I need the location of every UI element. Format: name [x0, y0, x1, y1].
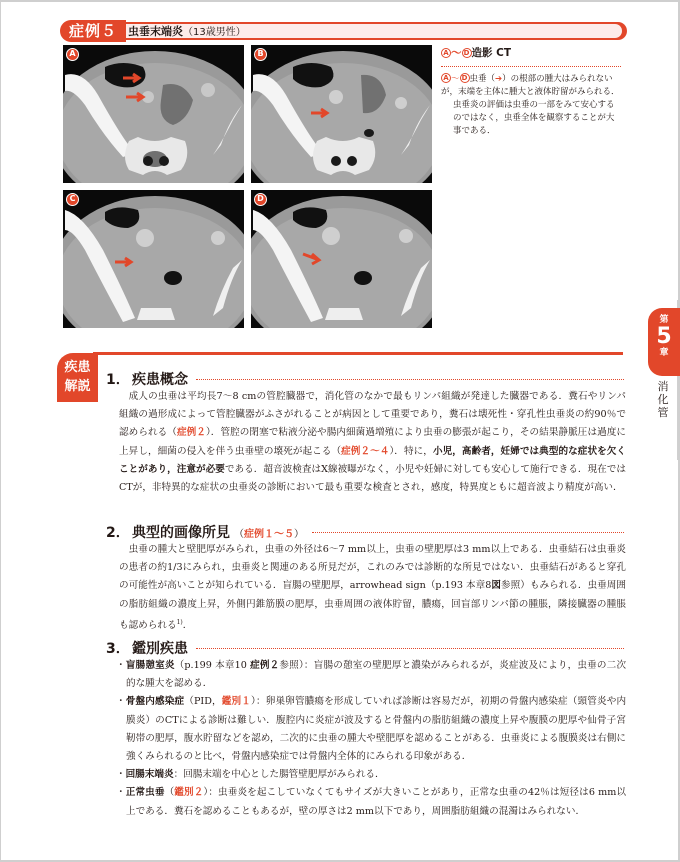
item-text: ）：卵巣卵管膿瘍を形成していれば診断は容易だが，初期の骨盤内感染症（頸管炎や内膜炎）のCTによる診断は難しい．腹腔内に炎症が波及すると骨盤内の脂肪組織の濃度上昇や腹膜の肥厚や仙骨子宮靭帯の肥厚，腹水貯留などを認め，二次的に虫垂の腫大や壁肥厚を認めることがある．虫垂炎による腹膜炎は右側に強くみられるのと比べ，骨盤内感染症では骨盤内全体的にみられる印象がある． — [126, 696, 627, 763]
item-term: 盲腸憩室炎 — [125, 660, 175, 671]
ct-scan-graphic — [251, 190, 432, 328]
item-term: 骨盤内感染症 — [125, 696, 185, 708]
case-title-text: 虫垂末端炎 — [128, 25, 183, 38]
ct-image-d — [251, 190, 432, 328]
list-item: ・盲腸憩室炎（p.199 本章10 症例２参照）：盲腸の憩室の壁肥厚と濃染がみられるが，炎症波及により，虫垂の二次的な腫大を認める． — [116, 660, 627, 690]
heading-dotted-rule — [196, 379, 624, 380]
heading-number: 3． — [106, 641, 130, 657]
circled-label: A — [441, 48, 451, 58]
item-text: ）：虫垂炎を起こしていなくてもサイズが大きいことがあり，正常な虫垂の42％は短径は6 mm以上である．糞石を認めることもあるが，壁の厚さは2 mm以下であり，周囲脂肪組織の混濁はみられない． — [126, 787, 627, 817]
case-header — [60, 20, 624, 42]
section-2-paragraph — [119, 541, 626, 635]
chapter-name: 消化管 — [657, 380, 669, 419]
commentary-badge — [57, 353, 98, 402]
caption-text: ）の根部の腫大はみられないが，末端を主体に腫大と液体貯留がみられる． — [441, 74, 620, 97]
list-item: ・回腸末端炎：回腸末端を中心とした腸管壁肥厚がみられる． — [116, 769, 385, 781]
badge-line: 疾患 — [64, 360, 91, 375]
item-term: 正常虫垂 — [125, 787, 165, 799]
section-heading-3 — [106, 640, 624, 658]
list-item: ・骨盤内感染症（PID，鑑別１）：卵巣卵管膿瘍を形成していれば診断は容易だが，初期の骨盤内感染症（頸管炎や内膜炎）のCTによる診断は難しい．腹腔内に炎症が波及すると骨盤内の脂肪組織の濃度上昇や腹膜の肥厚や仙骨子宮靭帯の肥厚，腹水貯留などを認め，二次的に虫垂の腫大や壁肥厚を認めることがある．虫垂炎による腹膜炎は右側に強くみられるのと比べ，骨盤内感染症では骨盤内全体的にみられる印象がある． — [116, 696, 627, 763]
differential-reference-link[interactable]: 鑑別１ — [221, 696, 252, 708]
differential-reference-link[interactable]: 鑑別２ — [174, 787, 204, 799]
case-reference-link[interactable]: 症例２ — [176, 427, 206, 439]
case-title-bar — [122, 22, 624, 40]
case-reference-link[interactable]: 症例２〜４ — [341, 445, 390, 457]
heading-number: 1． — [106, 372, 130, 388]
paren: ） — [294, 529, 304, 540]
image-label-a: A — [66, 48, 79, 61]
figure-caption — [441, 45, 621, 138]
image-label-c: C — [66, 193, 79, 206]
circled-label: A — [441, 73, 451, 83]
ct-image-a — [63, 45, 244, 183]
emphasis-text: 小児，高齢者，妊婦では典型的な症状を欠くことがあり，注意が必要 — [119, 445, 627, 475]
image-label-d: D — [254, 193, 267, 206]
heading-dotted-rule — [196, 648, 624, 649]
figure-reference: 図 — [491, 580, 501, 592]
citation-superscript[interactable]: 1) — [176, 618, 183, 626]
caption-text: 虫垂炎の評価は虫垂の一部をみて安心するのではなく，虫垂全体を観察することが大事である． — [453, 100, 615, 136]
heading-number: 2． — [106, 525, 130, 541]
section-rule — [93, 352, 623, 355]
chapter-tab[interactable] — [648, 308, 680, 376]
body-text: ． — [182, 620, 193, 631]
case-reference-link[interactable]: 症例１〜５ — [244, 529, 294, 540]
ct-image-c — [63, 190, 244, 328]
chapter-suffix: 章 — [659, 348, 669, 358]
caption-body — [441, 73, 621, 138]
item-text: 参照）：盲腸の憩室の壁肥厚と濃染がみられるが，炎症波及により，虫垂の二次的な腫大を認める． — [126, 660, 627, 690]
paren: （ — [234, 529, 244, 540]
list-item: ・正常虫垂（鑑別２）：虫垂炎を起こしていなくてもサイズが大きいことがあり，正常な虫垂の42％は短径は6 mm以上である．糞石を認めることもあるが，壁の厚さは2 mm以下であり，周囲脂肪組織の混濁はみられない． — [116, 787, 627, 817]
caption-text: 虫垂（ — [469, 74, 496, 84]
item-text: ：回腸末端を中心とした腸管壁肥厚がみられる． — [173, 769, 385, 781]
circled-label: D — [462, 48, 472, 58]
case-subtitle: （13歳男性） — [183, 27, 246, 38]
section-1-paragraph — [119, 388, 626, 497]
case-title — [128, 24, 246, 40]
ct-scan-graphic — [63, 45, 244, 183]
body-text: 参照）もみられる．虫垂周囲の脂肪組織の濃度上昇，外側円錐筋膜の肥厚，虫垂周囲の液体貯留，膿瘍，回盲部リンパ節の腫脹，隣接臓器の腫脹も認められる — [119, 580, 626, 631]
chapter-prefix: 第 — [659, 315, 669, 325]
chapter-number: 5 — [656, 324, 672, 349]
section-heading-1 — [106, 371, 624, 389]
body-text: ）．特に， — [389, 445, 433, 457]
heading-title: 疾患概念 — [132, 372, 188, 388]
range-separator: 〜 — [451, 47, 462, 59]
badge-line: 解説 — [64, 379, 91, 394]
heading-dotted-rule — [312, 532, 624, 533]
case-badge: 症例５ — [60, 20, 126, 42]
body-text: 虫垂の腫大と壁肥厚がみられ，虫垂の外径は6〜7 mm以上，虫垂の壁肥厚は3 mm以上である．虫垂結石は虫垂炎の患者の約1/3にみられ，虫垂炎と関連のある所見だが，これのみでは診断的な所見ではない．虫垂結石があると穿孔の可能性が高いことが知られている．盲腸の壁肥厚，arrowhead sign（p.193 本章8 — [119, 544, 626, 592]
body-text: である．超音波検査はX線被曝がなく，小児や妊婦に対しても安心して施行できる．現在ではCTが，非特異的な症状の虫垂炎の診断において最も重要な検査とされ，感度，特異度ともに超音波より精度が高い． — [119, 463, 627, 494]
item-term: 回腸末端炎 — [125, 769, 174, 781]
arrow-icon: ➔ — [495, 74, 503, 84]
case-reference-link[interactable]: 症例２ — [250, 660, 280, 671]
ct-image-b — [251, 45, 432, 183]
ct-scan-graphic — [251, 45, 432, 183]
range-separator: 〜 — [451, 74, 460, 84]
caption-title-text: 造影 CT — [471, 47, 512, 59]
caption-title — [441, 45, 621, 67]
ct-scan-graphic — [63, 190, 244, 328]
image-label-b: B — [254, 48, 267, 61]
item-text: （PID， — [184, 696, 222, 708]
body-text: ）．管腔の閉塞で粘液分泌や腸内細菌過増殖により虫垂の膨張が起こり，その結果静脈圧は過度に上昇し，細菌の侵入を伴う虫垂壁の壊死が起こる（ — [119, 427, 627, 457]
body-text: 成人の虫垂は平均長7〜8 cmの管腔臓器で，消化管のなかで最もリンパ組織が発達した臓器である．糞石やリンパ組織の過形成によって管腔臓器がふさがれることが病因として重要であり，糞石は壊死性・穿孔性虫垂炎の約90％で認められる（ — [119, 391, 626, 439]
heading-title: 鑑別疾患 — [132, 641, 188, 657]
circled-label: D — [460, 73, 470, 83]
differential-list — [112, 657, 626, 821]
item-text: （ — [164, 787, 175, 799]
item-text: （p.199 本章10 — [174, 660, 251, 671]
heading-title: 典型的画像所見 — [132, 525, 230, 541]
